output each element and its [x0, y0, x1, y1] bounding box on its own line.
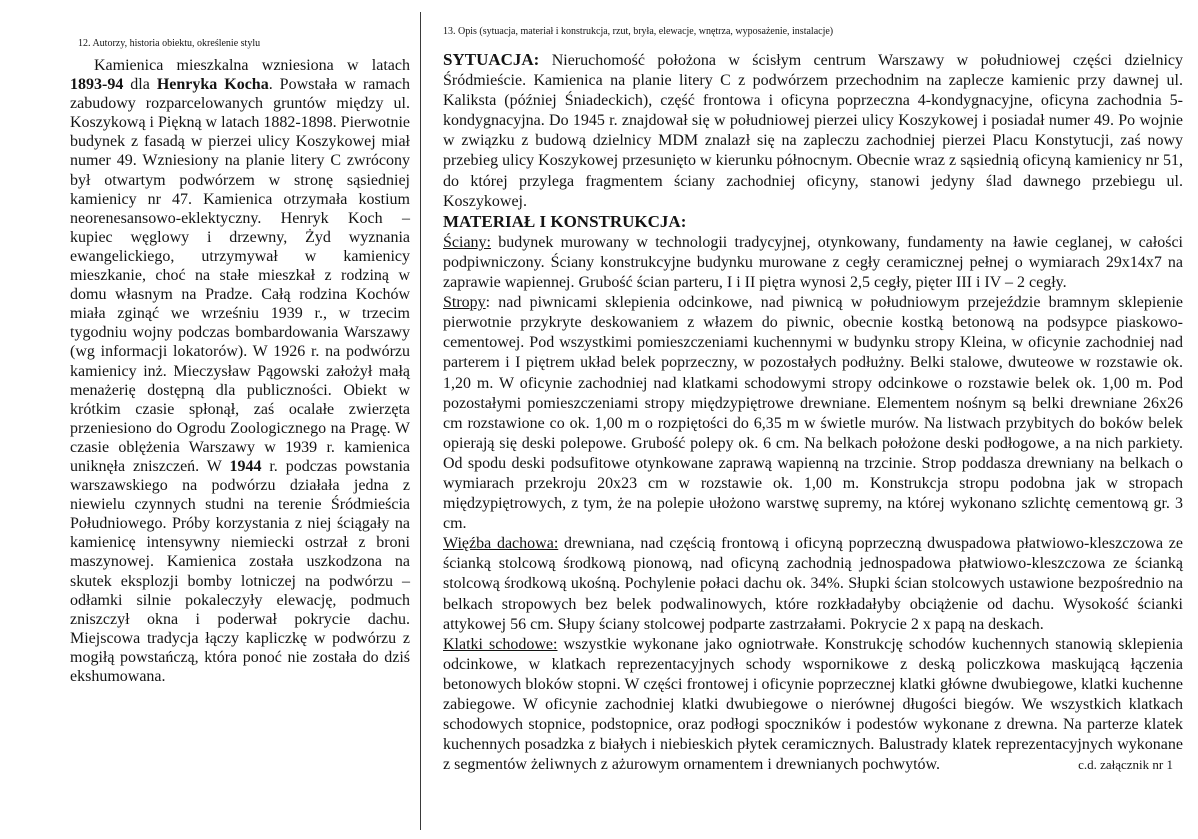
stropy-label: Stropy — [443, 294, 486, 312]
section-13-title: 13. Opis (sytuacja, materiał i konstrukcja, rzut, bryła, elewacje, wnętrza, wyposażenie, instalacje) — [443, 26, 834, 37]
sytuacja-heading: SYTUACJA: — [443, 50, 540, 69]
stropy-text: : nad piwnicami sklepienia odcinkowe, nad piwnicą w południowym przejeździe bramnym sklepienie pierwotnie przykryte deskowaniem z włazem do piwnic, obecnie kostką betonową na podsypce piaskowo-cementowej. Pod wszystkimi pomieszczeniami kuchennymi w budynku stropy Kleina, w oficynie zachodniej nad parterem i I piętrem układ belek poprzeczny, w pozostałych podłużny. Belki stalowe, dwuteowe w rozstawie ok. 1,20 m. W oficynie zachodniej nad klatkami schodowymi stropy odcinkowe o rozstawie belek ok. 1,00 m. Pod pozostałymi pomieszczeniami stropy międzypiętrowe drewniane. Elementem nośnym są belki drewniane 26x26 cm rozstawione co ok. 1,00 m o rozpiętości do 6,35 m w świetle murów. Na listwach przybitych do boków belek opierają się deski polepowe. Grubość polepy ok. 6 cm. Na belkach położone deski podłogowe, a na nich parkiety. Od spodu deski podsufitowe otynkowane zaprawą wapienną na trzcinie. Strop poddasza drewniany na belkach o wymiarach przekroju 20x23 cm w rozstawie ok. 1,00 m. Konstrukcja stropu podobna jak w stropach międzypiętrowych, z tym, że na polepie ułożono warstwę supremy, na której wykonano szlichtę cementową gr. 3 cm. — [443, 294, 1183, 533]
klatki-text: wszystkie wykonane jako ogniotrwałe. Konstrukcję schodów kuchennych stanowią sklepienia odcinkowe, w klatkach reprezentacyjnych schody wspornikowe z deską policzkowa maskującą łączenia betonowych bloków stopni. W części frontowej i oficynie poprzecznej klatki główne dwubiegowe, klatki kuchenne zabiegowe. W oficynie zachodniej klatki dwubiegowe o nierównej długości biegów. We wszystkich klatkach schodowych stopnice, podstopnice, oraz podłogi spoczników i podestów wykonane z drewna. Na parterze klatek kuchennych posadzka z białych i niebieskich płytek ceramicznych. Balustrady klatek reprezentacyjnych wykonane z segmentów żeliwnych z ażurowym ornamentem i drewnianych pochwytów. — [443, 635, 1183, 774]
year-1944: 1944 — [229, 457, 262, 475]
wiezba-label: Więźba dachowa: — [443, 535, 559, 553]
continuation-note: c.d. załącznik nr 1 — [1078, 757, 1173, 773]
history-text-part1: Kamienica mieszkalna wzniesiona w latach — [94, 57, 410, 74]
klatki-label: Klatki schodowe: — [443, 635, 558, 653]
sciany-label: Ściany: — [443, 233, 491, 251]
section-12-title: 12. Autorzy, historia obiektu, określenie stylu — [78, 38, 261, 49]
material-heading: MATERIAŁ I KONSTRUKCJA: — [443, 211, 687, 231]
right-column — [443, 26, 1183, 775]
history-text-part4: r. podczas powstania warszawskiego na podwórzu działała jedna z niewielu czynnych studni na terenie Śródmieścia Południowego. Próby korzystania z niej ściągały na kamienicę intensywny niemiecki ostrzał z broni maszynowej. Kamienica została uszkodzona na skutek eksplozji bomby lotniczej na podwórzu – odłamki silnie pokaleczyły elewację, podmuch zniszczył okna i poderwał pokrycie dachu. Miejscowa tradycja łączy kapliczkę w podwórzu z mogiłą powstańczą, która ponoć nie została do dziś ekshumowana. — [70, 457, 410, 685]
wiezba-text: drewniana, nad częścią frontową i oficyną poprzeczną dwuspadowa płatwiowo-kleszczowa ze ścianką stolcową środkową pionową, nad oficyną zachodnią jednospadowa płatwiowo-kleszczowa ze ścianką stolcową środkową ukośną. Pochylenie połaci dachu ok. 34%. Słupki ścian stolcowych ustawione bezpośrednio na belkach stropowych bez belek podwalinowych, które rozkładałyby obciążenie od dachu. Wysokość ścianki attykowej 56 cm. Słupy ściany stolcowej podparte zastrzałami. Pokrycie 2 x papą na deskach. — [443, 535, 1184, 633]
sciany-text: budynek murowany w technologii tradycyjnej, otynkowany, fundamenty na ławie ceglanej, w całości podpiwniczony. Ściany konstrukcyjne budynku murowane z cegły ceramicznej pełnej o wymiarach 29x14x7 na zaprawie wapiennej. Grubość ścian parteru, I i II piętra wynosi 2,5 cegły, pięter III i IV – 2 cegły. — [443, 233, 1183, 292]
owner-name: Henryka Kocha — [156, 76, 269, 94]
history-text — [70, 56, 410, 686]
sytuacja-text: Nieruchomość położona w ścisłym centrum Warszawy w południowej części dzielnicy Śródmieście. Kamienica na planie litery C z podwórzem przechodnim na zaplecze kamienic przy dawnej ul. Kaliksta (później Śniadeckich), część frontowa i oficyna poprzeczna 4-kondygnacyjne, oficyna zachodnia 5-kondygnacyjna. Do 1945 r. znajdował się w południowej pierzei ulicy Koszykowej i posiadał numer 49. Po wojnie w związku z budową dzielnicy MDM znalazł się na zapleczu zachodniej pierzei Placu Konstytucji, zaś nowy przebieg ulicy Koszykowej przesunięto w kierunku północnym. Obecnie wraz z sąsiednią oficyną kamienicy nr 51, do której przylega fragmentem ściany zachodniej oficyny, stanowi jedyny ślad dawnego przebiegu ul. Koszykowej. — [443, 52, 1183, 210]
history-text-part2: dla — [123, 76, 157, 94]
history-text-part3: . Powstała w ramach zabudowy rozparcelowanych gruntów między ul. Koszykową i Piękną w latach 1882-1898. Pierwotnie budynek z fasadą w pierzei ulicy Koszykowej miał numer 49. Wzniesiony na planie litery C zwrócony był otwartym podwórzem w stronę sąsiedniej kamienicy nr 47. Kamienica otrzymała kostium neorenesansowo-eklektyczny. Henryk Koch – kupiec węglowy i drzewny, Żyd wyznania ewangelickiego, utrzymywał w kamienicy mieszkanie, choć na stałe mieszkał z rodziną w domu własnym na Pradze. Całą rodzina Kochów miała zginąć we wrześniu 1939 r., w trzecim tygodniu wojny podczas bombardowania Warszawy (wg informacji lokatorów). W 1926 r. na podwórzu kamienicy inż. Mieczysław Pągowski założył małą menażerię dostępną dla publiczności. Obiekt w krótkim czasie spłonął, zaś ocalałe zwierzęta przeniesiono do Ogrodu Zoologicznego na Pragę. W czasie oblężenia Warszawy w 1939 r. kamienica uniknęła zniszczeń. W — [70, 76, 411, 475]
description-text — [443, 50, 1183, 775]
column-divider — [420, 12, 421, 830]
construction-years: 1893-94 — [70, 76, 124, 94]
left-column — [70, 38, 410, 686]
